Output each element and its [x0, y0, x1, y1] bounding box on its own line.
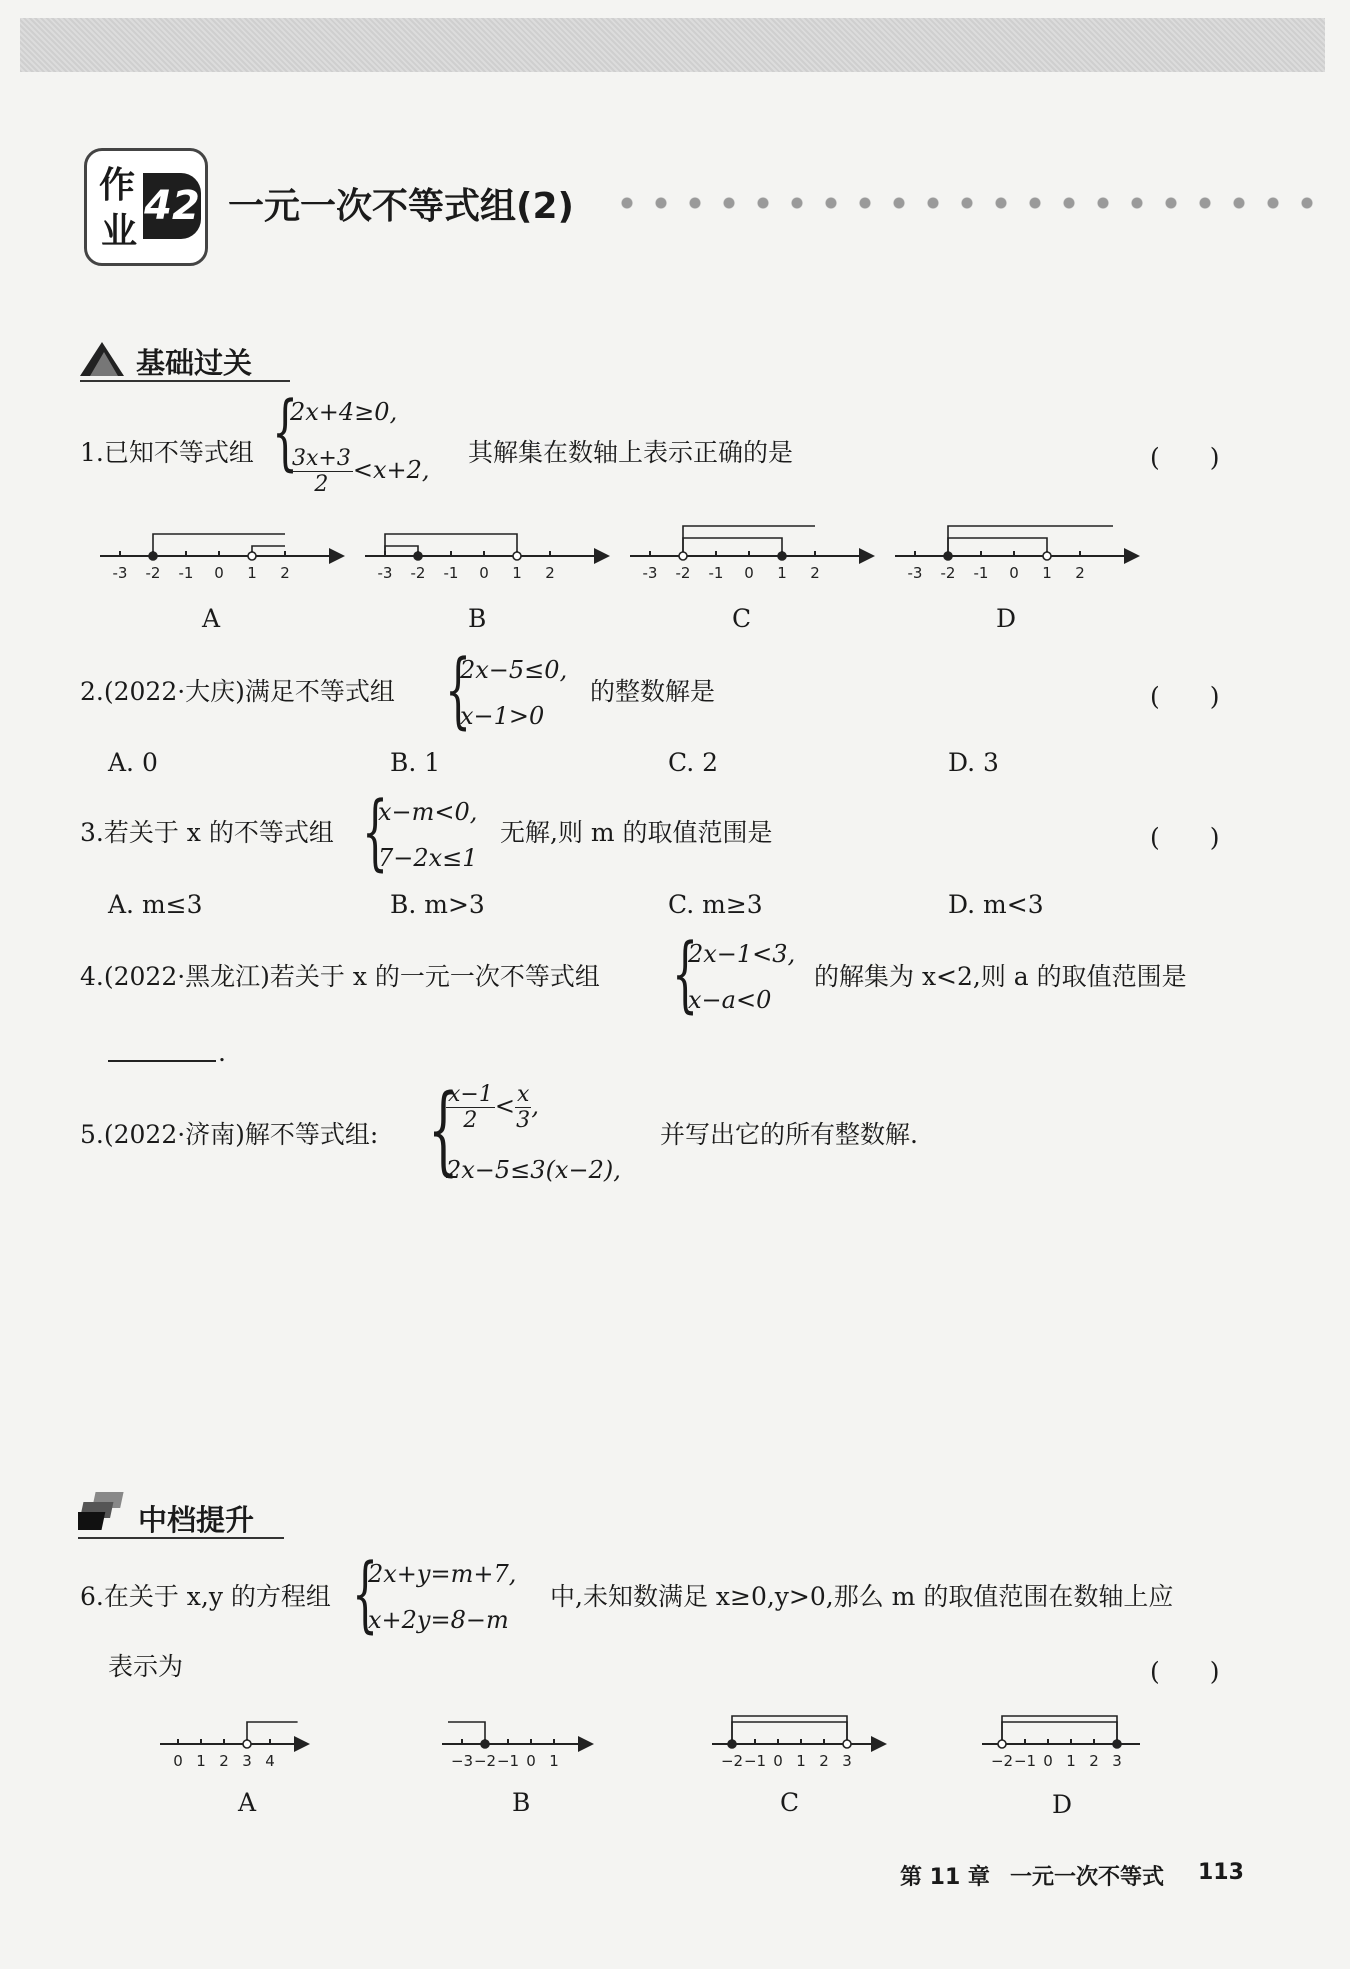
tick-label: −1 — [496, 1752, 520, 1770]
q6-label-c: C — [780, 1788, 800, 1817]
tick-label: 2 — [819, 1752, 829, 1770]
tick-label: 1 — [1066, 1752, 1076, 1770]
tick-label: -1 — [443, 564, 459, 582]
section-heading-medium: 中档提升 — [138, 1503, 255, 1537]
q3-prefix: 3.若关于 x 的不等式组 — [80, 818, 334, 847]
q3-line2: 7−2x≤1 — [378, 844, 478, 872]
footer-topic: 一元一次不等式 — [1010, 1865, 1165, 1890]
tick-label: 1 — [196, 1752, 206, 1770]
top-decorative-band — [20, 18, 1325, 72]
q1-prefix: 1.已知不等式组 — [80, 438, 254, 467]
q3-line1: x−m<0, — [378, 798, 478, 826]
q2-option-a: A. 0 — [108, 748, 158, 777]
q6-line1: 2x+y=m+7, — [368, 1560, 517, 1588]
q5-comma: , — [531, 1092, 540, 1120]
tick-label: -2 — [675, 564, 691, 582]
q6-number-line-b — [442, 1722, 590, 1770]
q5-suffix: 并写出它的所有整数解. — [660, 1120, 918, 1149]
q5-prefix: 5.(2022·济南)解不等式组: — [80, 1120, 379, 1149]
solution-bracket — [732, 1716, 847, 1744]
homework-badge — [84, 148, 208, 266]
open-dot — [243, 1740, 251, 1748]
q2-prefix: 2.(2022·大庆)满足不等式组 — [80, 677, 395, 706]
q1-label-b: B — [468, 604, 487, 633]
tick-label: 1 — [1042, 564, 1052, 582]
open-dot — [843, 1740, 851, 1748]
q3-option-a: A. m≤3 — [108, 890, 203, 919]
tick-label: 0 — [1009, 564, 1019, 582]
number-line-a — [100, 534, 341, 582]
q6-suffix: 中,未知数满足 x≥0,y>0,那么 m 的取值范围在数轴上应 — [550, 1582, 1174, 1611]
q1-line2-rest: <x+2, — [352, 456, 430, 484]
q1-frac-den: 2 — [314, 472, 329, 497]
tick-label: 2 — [1089, 1752, 1099, 1770]
tick-label: 0 — [214, 564, 224, 582]
q6-line2-text: 表示为 — [108, 1652, 184, 1681]
closed-dot — [414, 552, 422, 560]
mountain-icon — [80, 336, 126, 380]
q6-number-line-d — [982, 1716, 1140, 1770]
number-line-b — [365, 534, 606, 582]
tick-label: -3 — [642, 564, 658, 582]
section-heading-basic: 基础过关 — [136, 346, 253, 380]
tick-label: -3 — [907, 564, 923, 582]
tick-label: 3 — [1112, 1752, 1122, 1770]
closed-dot — [481, 1740, 489, 1748]
q2-option-d: D. 3 — [948, 748, 999, 777]
q6-answer-paren: ( ) — [1150, 1657, 1220, 1686]
q6-number-lines — [160, 1700, 1140, 1780]
open-dot — [998, 1740, 1006, 1748]
q2-brace: { — [445, 643, 472, 738]
tick-label: 4 — [265, 1752, 275, 1770]
tick-label: 2 — [1075, 564, 1085, 582]
q6-line2: x+2y=8−m — [368, 1606, 509, 1634]
q5-frac2-num: x — [516, 1082, 530, 1107]
q5-brace: { — [428, 1074, 459, 1186]
q1-brace: { — [272, 385, 299, 480]
q2-option-c: C. 2 — [668, 748, 719, 777]
q5-frac1-den: 2 — [463, 1108, 478, 1133]
tick-label: -1 — [708, 564, 724, 582]
q5-frac2-den: 3 — [516, 1108, 531, 1133]
q2-line2: x−1>0 — [460, 702, 545, 730]
badge-number: 42 — [143, 173, 201, 239]
solution-bracket — [1002, 1722, 1117, 1744]
tick-label: 1 — [777, 564, 787, 582]
badge-char-bottom: 业 — [101, 211, 138, 252]
tick-label: 2 — [280, 564, 290, 582]
tick-label: 1 — [796, 1752, 806, 1770]
badge-char-top: 作 — [99, 165, 136, 206]
open-dot — [248, 552, 256, 560]
q1-label-c: C — [732, 604, 752, 633]
q5-frac1-num: x−1 — [448, 1082, 493, 1107]
tick-label: 0 — [1043, 1752, 1053, 1770]
number-line-c — [630, 526, 871, 582]
q2-suffix: 的整数解是 — [590, 677, 716, 706]
solution-bracket — [385, 546, 418, 556]
footer-page-number: 113 — [1198, 1860, 1244, 1885]
q1-frac-num: 3x+3 — [292, 446, 351, 471]
q5-line1 — [446, 1082, 539, 1133]
q2-answer-paren: ( ) — [1150, 682, 1220, 711]
solution-bracket — [948, 526, 1113, 556]
open-dot — [679, 552, 687, 560]
q6-brace: { — [352, 1547, 379, 1642]
tick-label: -1 — [973, 564, 989, 582]
closed-dot — [149, 552, 157, 560]
tick-label: -3 — [377, 564, 393, 582]
tick-label: 2 — [219, 1752, 229, 1770]
tick-label: 1 — [549, 1752, 559, 1770]
q4-brace: { — [672, 927, 699, 1022]
q1-answer-paren: ( ) — [1150, 443, 1220, 472]
q4-line2: x−a<0 — [688, 986, 772, 1014]
q1-label-a: A — [202, 604, 221, 633]
number-line-d — [895, 526, 1136, 582]
q6-prefix: 6.在关于 x,y 的方程组 — [80, 1582, 331, 1611]
q3-option-c: C. m≥3 — [668, 890, 763, 919]
q6-label-d: D — [1052, 1790, 1073, 1819]
open-dot — [513, 552, 521, 560]
tick-label: −2 — [990, 1752, 1014, 1770]
q6-label-a: A — [238, 1788, 257, 1817]
title-dot-row — [610, 196, 1330, 210]
tick-label: −2 — [720, 1752, 744, 1770]
tick-label: 2 — [545, 564, 555, 582]
q3-option-b: B. m>3 — [390, 890, 485, 919]
q3-brace: { — [362, 785, 389, 880]
q6-number-line-c — [712, 1716, 883, 1770]
q3-option-d: D. m<3 — [948, 890, 1044, 919]
q2-line1: 2x−5≤0, — [460, 656, 568, 684]
q1-line1: 2x+4≥0, — [290, 398, 398, 426]
q1-suffix: 其解集在数轴上表示正确的是 — [468, 438, 794, 467]
tick-label: 1 — [247, 564, 257, 582]
section-underline — [80, 380, 290, 382]
tick-label: 0 — [773, 1752, 783, 1770]
q4-answer-blank[interactable] — [108, 1060, 216, 1062]
q4-end-period: . — [218, 1038, 226, 1067]
q1-label-d: D — [996, 604, 1017, 633]
closed-dot — [728, 1740, 736, 1748]
tick-label: -2 — [940, 564, 956, 582]
tick-label: −3 — [450, 1752, 474, 1770]
q2-option-b: B. 1 — [390, 748, 441, 777]
tick-label: 3 — [842, 1752, 852, 1770]
solution-bracket — [732, 1722, 847, 1744]
q5-less-than: < — [494, 1092, 515, 1120]
tick-label: 0 — [744, 564, 754, 582]
q6-number-line-a — [160, 1722, 306, 1770]
q4-suffix: 的解集为 x<2,则 a 的取值范围是 — [814, 962, 1187, 991]
q5-line2: 2x−5≤3(x−2), — [446, 1156, 621, 1184]
closed-dot — [1113, 1740, 1121, 1748]
q4-prefix: 4.(2022·黑龙江)若关于 x 的一元一次不等式组 — [80, 962, 600, 991]
tick-label: 1 — [512, 564, 522, 582]
footer-chapter: 第 11 章 — [900, 1865, 990, 1890]
solution-bracket — [683, 538, 782, 556]
q4-line1: 2x−1<3, — [688, 940, 796, 968]
tick-label: -1 — [178, 564, 194, 582]
tick-label: -2 — [145, 564, 161, 582]
stepped-blocks-icon — [78, 1490, 128, 1532]
q3-answer-paren: ( ) — [1150, 823, 1220, 852]
solution-bracket — [1002, 1716, 1117, 1744]
tick-label: -2 — [410, 564, 426, 582]
section-underline — [78, 1537, 284, 1539]
q3-suffix: 无解,则 m 的取值范围是 — [500, 818, 773, 847]
tick-label: 0 — [526, 1752, 536, 1770]
open-dot — [1043, 552, 1051, 560]
tick-label: −2 — [473, 1752, 497, 1770]
q1-line2 — [290, 446, 430, 497]
tick-label: 2 — [810, 564, 820, 582]
tick-label: 3 — [242, 1752, 252, 1770]
tick-label: 0 — [173, 1752, 183, 1770]
page-title: 一元一次不等式组(2) — [228, 186, 574, 227]
closed-dot — [778, 552, 786, 560]
tick-label: −1 — [743, 1752, 767, 1770]
tick-label: -3 — [112, 564, 128, 582]
q1-number-lines — [100, 520, 1140, 590]
tick-label: 0 — [479, 564, 489, 582]
solution-bracket — [948, 538, 1047, 556]
closed-dot — [944, 552, 952, 560]
solution-bracket — [252, 546, 285, 556]
q6-label-b: B — [512, 1788, 531, 1817]
tick-label: −1 — [1013, 1752, 1037, 1770]
